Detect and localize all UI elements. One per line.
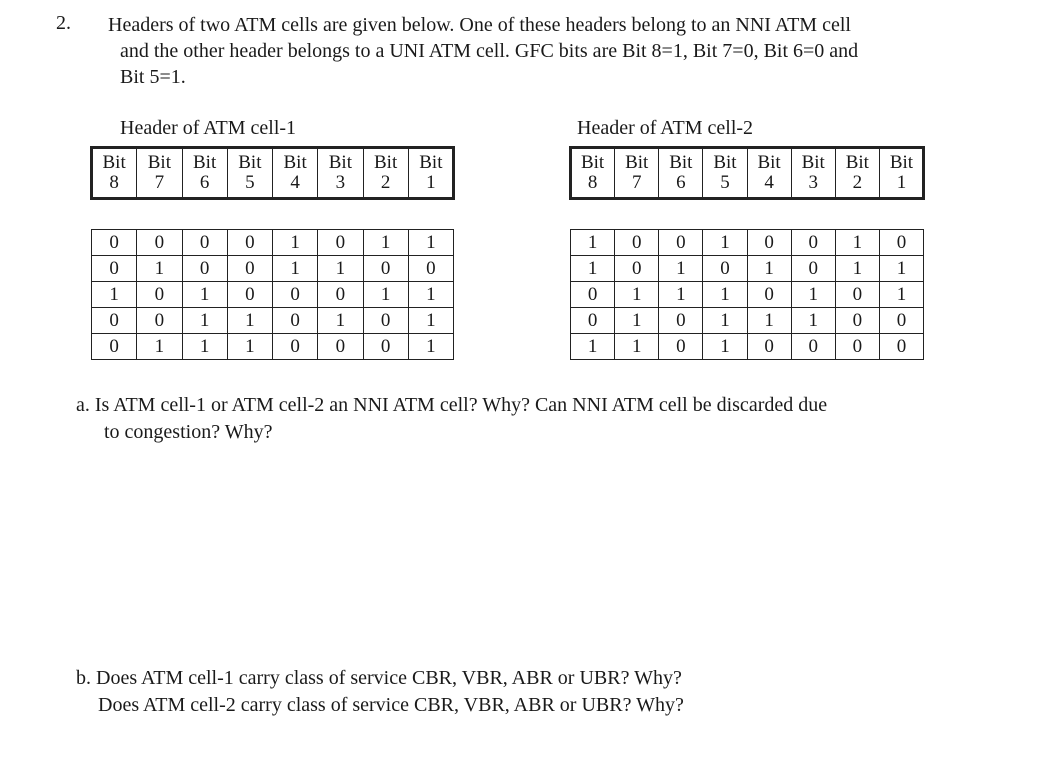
bit-value-cell: 0 <box>363 308 408 334</box>
bit-header-word: Bit <box>193 152 217 173</box>
bit-header-cell <box>615 148 659 199</box>
bit-header-number: 4 <box>764 172 774 193</box>
bit-header-cell <box>791 148 835 199</box>
bit-value-cell: 0 <box>791 256 835 282</box>
bit-value-cell: 0 <box>92 308 137 334</box>
bit-value-cell: 1 <box>747 256 791 282</box>
bit-header-number: 6 <box>676 172 686 193</box>
bit-value-cell: 1 <box>318 256 363 282</box>
bit-header-number: 3 <box>335 172 346 193</box>
bit-value-cell: 1 <box>363 282 408 308</box>
bit-header-word: Bit <box>238 152 262 173</box>
bit-header-word: Bit <box>580 152 605 173</box>
bit-header-number: 7 <box>154 172 165 193</box>
bit-header-word: Bit <box>889 152 914 173</box>
bit-header-cell <box>318 148 363 199</box>
question-intro <box>108 12 1008 90</box>
bit-value-cell: 1 <box>92 282 137 308</box>
bit-header-number: 1 <box>896 172 907 193</box>
bit-value-cell: 0 <box>747 230 791 256</box>
bit-header-word: Bit <box>625 152 649 173</box>
bit-header-cell <box>408 148 453 199</box>
bit-header-number: 1 <box>426 172 436 193</box>
table-row <box>92 256 454 282</box>
bit-value-cell: 0 <box>879 308 923 334</box>
bit-header-cell <box>835 148 879 199</box>
bit-header-cell <box>747 148 791 199</box>
bit-value-cell: 0 <box>408 256 453 282</box>
bit-header-word: Bit <box>669 152 693 173</box>
bit-value-cell: 0 <box>703 256 747 282</box>
bit-header-word: Bit <box>147 152 171 173</box>
table-row <box>92 334 454 360</box>
bit-value-cell: 1 <box>137 334 182 360</box>
bit-value-cell: 0 <box>318 334 363 360</box>
part-a-line-2: to congestion? Why? <box>104 421 273 443</box>
bit-header-cell <box>659 148 703 199</box>
table-row <box>571 230 924 256</box>
bit-header-number: 3 <box>808 172 818 193</box>
bit-value-cell: 1 <box>571 230 615 256</box>
bit-header-cell <box>92 148 137 199</box>
bit-value-cell: 1 <box>273 230 318 256</box>
bit-value-cell: 1 <box>182 282 227 308</box>
bit-value-cell: 1 <box>703 230 747 256</box>
cell2-bit-header-table <box>570 147 924 199</box>
cell1-bit-header-table <box>91 147 454 199</box>
bit-header-cell <box>703 148 747 199</box>
bit-value-cell: 1 <box>879 282 923 308</box>
bit-header-word: Bit <box>757 152 781 173</box>
bit-value-cell: 1 <box>363 230 408 256</box>
bit-value-cell: 1 <box>137 256 182 282</box>
bit-value-cell: 0 <box>92 334 137 360</box>
bit-value-cell: 1 <box>408 334 453 360</box>
bit-value-cell: 0 <box>92 230 137 256</box>
bit-value-cell: 0 <box>791 334 835 360</box>
cell1-caption: Header of ATM cell-1 <box>120 117 297 139</box>
bit-value-cell: 0 <box>791 230 835 256</box>
bit-header-number: 6 <box>199 172 210 193</box>
bit-value-cell: 1 <box>408 282 453 308</box>
bit-value-cell: 0 <box>571 282 615 308</box>
bit-value-cell: 1 <box>182 308 227 334</box>
bit-value-cell: 1 <box>835 256 879 282</box>
bit-value-cell: 0 <box>363 334 408 360</box>
bit-value-cell: 1 <box>273 256 318 282</box>
intro-line-2: and the other header belongs to a UNI ATM cell. GFC bits are Bit 8=1, Bit 7=0, Bit 6=0 and <box>120 40 859 62</box>
bit-value-cell: 0 <box>273 282 318 308</box>
part-b-line-2: Does ATM cell-2 carry class of service CBR, VBR, ABR or UBR? Why? <box>98 694 684 716</box>
bit-value-cell: 0 <box>137 230 182 256</box>
bit-header-cell <box>137 148 182 199</box>
bit-header-number: 2 <box>380 172 391 193</box>
bit-value-cell: 0 <box>879 334 923 360</box>
bit-header-word: Bit <box>713 152 737 173</box>
bit-value-cell: 0 <box>137 282 182 308</box>
table-row <box>571 282 924 308</box>
bit-value-cell: 0 <box>835 308 879 334</box>
bit-header-word: Bit <box>845 152 869 173</box>
part-b-line-1: b. Does ATM cell-1 carry class of service CBR, VBR, ABR or UBR? Why? <box>76 667 682 689</box>
bit-header-cell <box>571 148 615 199</box>
intro-line-1: Headers of two ATM cells are given below. One of these headers belong to an NNI ATM cell <box>108 14 851 36</box>
bit-header-number: 5 <box>245 172 255 193</box>
bit-value-cell: 0 <box>92 256 137 282</box>
bit-value-cell: 0 <box>227 282 272 308</box>
bit-value-cell: 0 <box>615 230 659 256</box>
bit-header-cell <box>273 148 318 199</box>
bit-value-cell: 1 <box>879 256 923 282</box>
bit-value-cell: 1 <box>615 334 659 360</box>
bit-value-cell: 1 <box>703 334 747 360</box>
bit-header-cell <box>227 148 272 199</box>
bit-value-cell: 0 <box>318 230 363 256</box>
table-row <box>92 282 454 308</box>
bit-header-number: 8 <box>109 172 119 193</box>
part-b-question <box>76 665 976 719</box>
bit-value-cell: 1 <box>182 334 227 360</box>
part-a-question <box>76 392 976 446</box>
bit-value-cell: 0 <box>363 256 408 282</box>
part-a-line-1: a. Is ATM cell-1 or ATM cell-2 an NNI ATM cell? Why? Can NNI ATM cell be discarded due <box>76 394 828 416</box>
bit-value-cell: 1 <box>835 230 879 256</box>
bit-value-cell: 1 <box>659 256 703 282</box>
bit-value-cell: 0 <box>137 308 182 334</box>
bit-value-cell: 0 <box>835 282 879 308</box>
bit-header-word: Bit <box>102 152 126 173</box>
bit-header-cell <box>879 148 923 199</box>
cell2-bits-table <box>570 229 924 360</box>
cell1-bits-table <box>91 229 454 360</box>
bit-value-cell: 1 <box>747 308 791 334</box>
bit-value-cell: 0 <box>273 308 318 334</box>
bit-value-cell: 0 <box>273 334 318 360</box>
bit-value-cell: 0 <box>227 230 272 256</box>
bit-value-cell: 1 <box>703 308 747 334</box>
bit-header-number: 2 <box>852 172 863 193</box>
bit-value-cell: 0 <box>659 334 703 360</box>
bit-header-word: Bit <box>801 152 825 173</box>
bit-value-cell: 1 <box>615 282 659 308</box>
bit-header-word: Bit <box>328 152 352 173</box>
bit-value-cell: 1 <box>791 308 835 334</box>
bit-value-cell: 0 <box>835 334 879 360</box>
bit-header-number: 8 <box>587 172 598 193</box>
table-row <box>571 256 924 282</box>
bit-value-cell: 1 <box>227 334 272 360</box>
bit-value-cell: 1 <box>227 308 272 334</box>
intro-line-3: Bit 5=1. <box>120 66 186 88</box>
bit-value-cell: 1 <box>615 308 659 334</box>
bit-value-cell: 1 <box>703 282 747 308</box>
bit-value-cell: 0 <box>615 256 659 282</box>
bit-value-cell: 1 <box>318 308 363 334</box>
bit-value-cell: 0 <box>182 256 227 282</box>
bit-value-cell: 0 <box>879 230 923 256</box>
bit-value-cell: 0 <box>571 308 615 334</box>
bit-header-number: 7 <box>631 172 642 193</box>
bit-value-cell: 1 <box>659 282 703 308</box>
table-row <box>571 308 924 334</box>
bit-header-word: Bit <box>419 152 443 173</box>
table-row <box>92 230 454 256</box>
bit-value-cell: 0 <box>659 230 703 256</box>
bit-value-cell: 1 <box>571 334 615 360</box>
bit-header-cell <box>182 148 227 199</box>
bit-value-cell: 1 <box>408 308 453 334</box>
table-row <box>92 308 454 334</box>
bit-header-word: Bit <box>283 152 307 173</box>
bit-header-word: Bit <box>374 152 398 173</box>
table-row <box>571 334 924 360</box>
bit-header-cell <box>363 148 408 199</box>
bit-value-cell: 0 <box>747 282 791 308</box>
bit-value-cell: 0 <box>659 308 703 334</box>
question-number: 2. <box>56 12 71 34</box>
bit-value-cell: 0 <box>318 282 363 308</box>
bit-value-cell: 0 <box>182 230 227 256</box>
bit-header-number: 5 <box>720 172 730 193</box>
cell2-caption: Header of ATM cell-2 <box>577 117 754 139</box>
bit-value-cell: 0 <box>747 334 791 360</box>
bit-value-cell: 1 <box>571 256 615 282</box>
bit-value-cell: 1 <box>791 282 835 308</box>
bit-value-cell: 0 <box>227 256 272 282</box>
bit-header-number: 4 <box>290 172 300 193</box>
bit-value-cell: 1 <box>408 230 453 256</box>
